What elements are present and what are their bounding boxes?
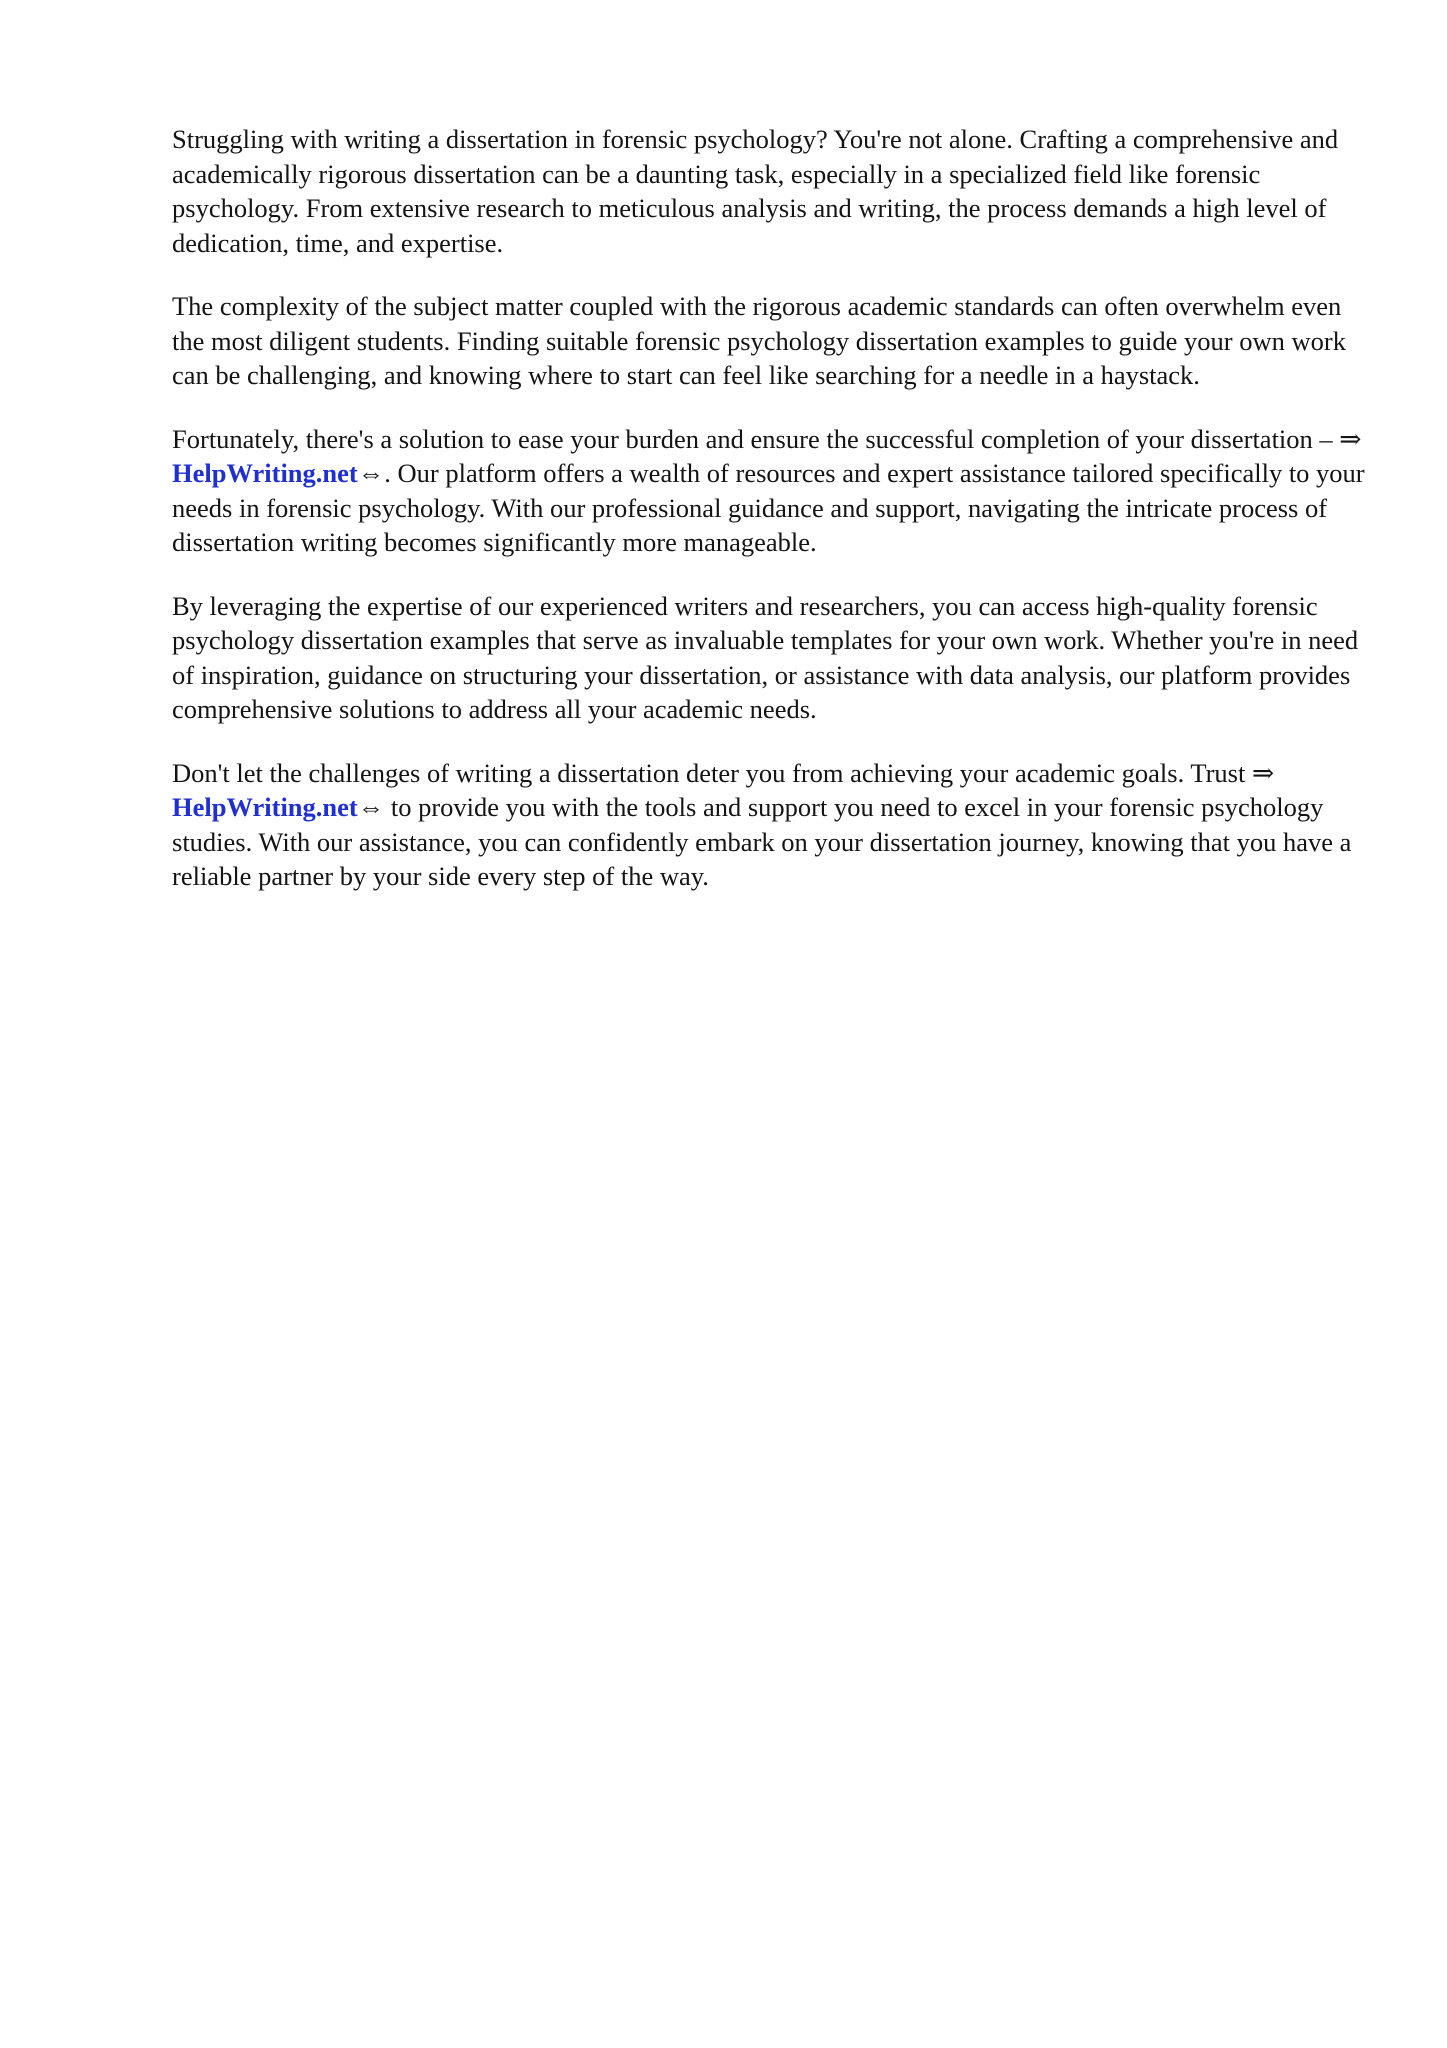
helpwriting-link[interactable]: HelpWriting.net [172, 792, 358, 822]
paragraph-intro-text: Struggling with writing a dissertation in forensic psychology? You're not alone. Crafting a comprehensive and academically rigorous dissertation can be a daunting task, especially in a specialized field like forensic psychology. From extensive research to meticulous analysis and writing, the process demands a high level of dedication, time, and expertise. [172, 124, 1339, 258]
document-page [172, 122, 1372, 923]
paragraph-complexity [172, 289, 1372, 393]
paragraph-solution-text-after: . Our platform offers a wealth of resources and expert assistance tailored specifically to your needs in forensic psychology. With our professional guidance and support, navigating the intricate process of dissertation writing becomes significantly more manageable. [172, 458, 1365, 557]
paragraph-closing-text-before: Don't let the challenges of writing a dissertation deter you from achieving your academic goals. Trust [172, 757, 1252, 788]
left-right-double-arrow-icon: ⇔ [357, 792, 385, 822]
paragraph-solution [172, 422, 1372, 560]
paragraph-expertise-text: By leveraging the expertise of our experienced writers and researchers, you can access high-quality forensic psychology dissertation examples that serve as invaluable templates for your own work. Whether you're in need of inspiration, guidance on structuring your dissertation, or assistance with data analysis, our platform provides comprehensive solutions to address all your academic needs. [172, 590, 1359, 724]
paragraph-closing [172, 756, 1372, 894]
paragraph-complexity-text: The complexity of the subject matter coupled with the rigorous academic standards can often overwhelm even the most diligent students. Finding suitable forensic psychology dissertation examples to guide your own work can be challenging, and knowing where to start can feel like searching for a needle in a haystack. [172, 291, 1346, 390]
left-right-double-arrow-icon: ⇔ [357, 458, 385, 488]
paragraph-closing-text-after: to provide you with the tools and support you need to excel in your forensic psychology studies. With our assistance, you can confidently embark on your dissertation journey, knowing that you have a reliable partner by your side every step of the way. [172, 792, 1352, 891]
right-double-arrow-icon: ⇒ [1251, 757, 1275, 788]
paragraph-expertise [172, 589, 1372, 727]
paragraph-intro [172, 122, 1372, 260]
paragraph-solution-text-before: Fortunately, there's a solution to ease your burden and ensure the successful completion of your dissertation – [172, 423, 1340, 454]
right-double-arrow-icon: ⇒ [1339, 423, 1362, 454]
helpwriting-link[interactable]: HelpWriting.net [172, 458, 358, 488]
